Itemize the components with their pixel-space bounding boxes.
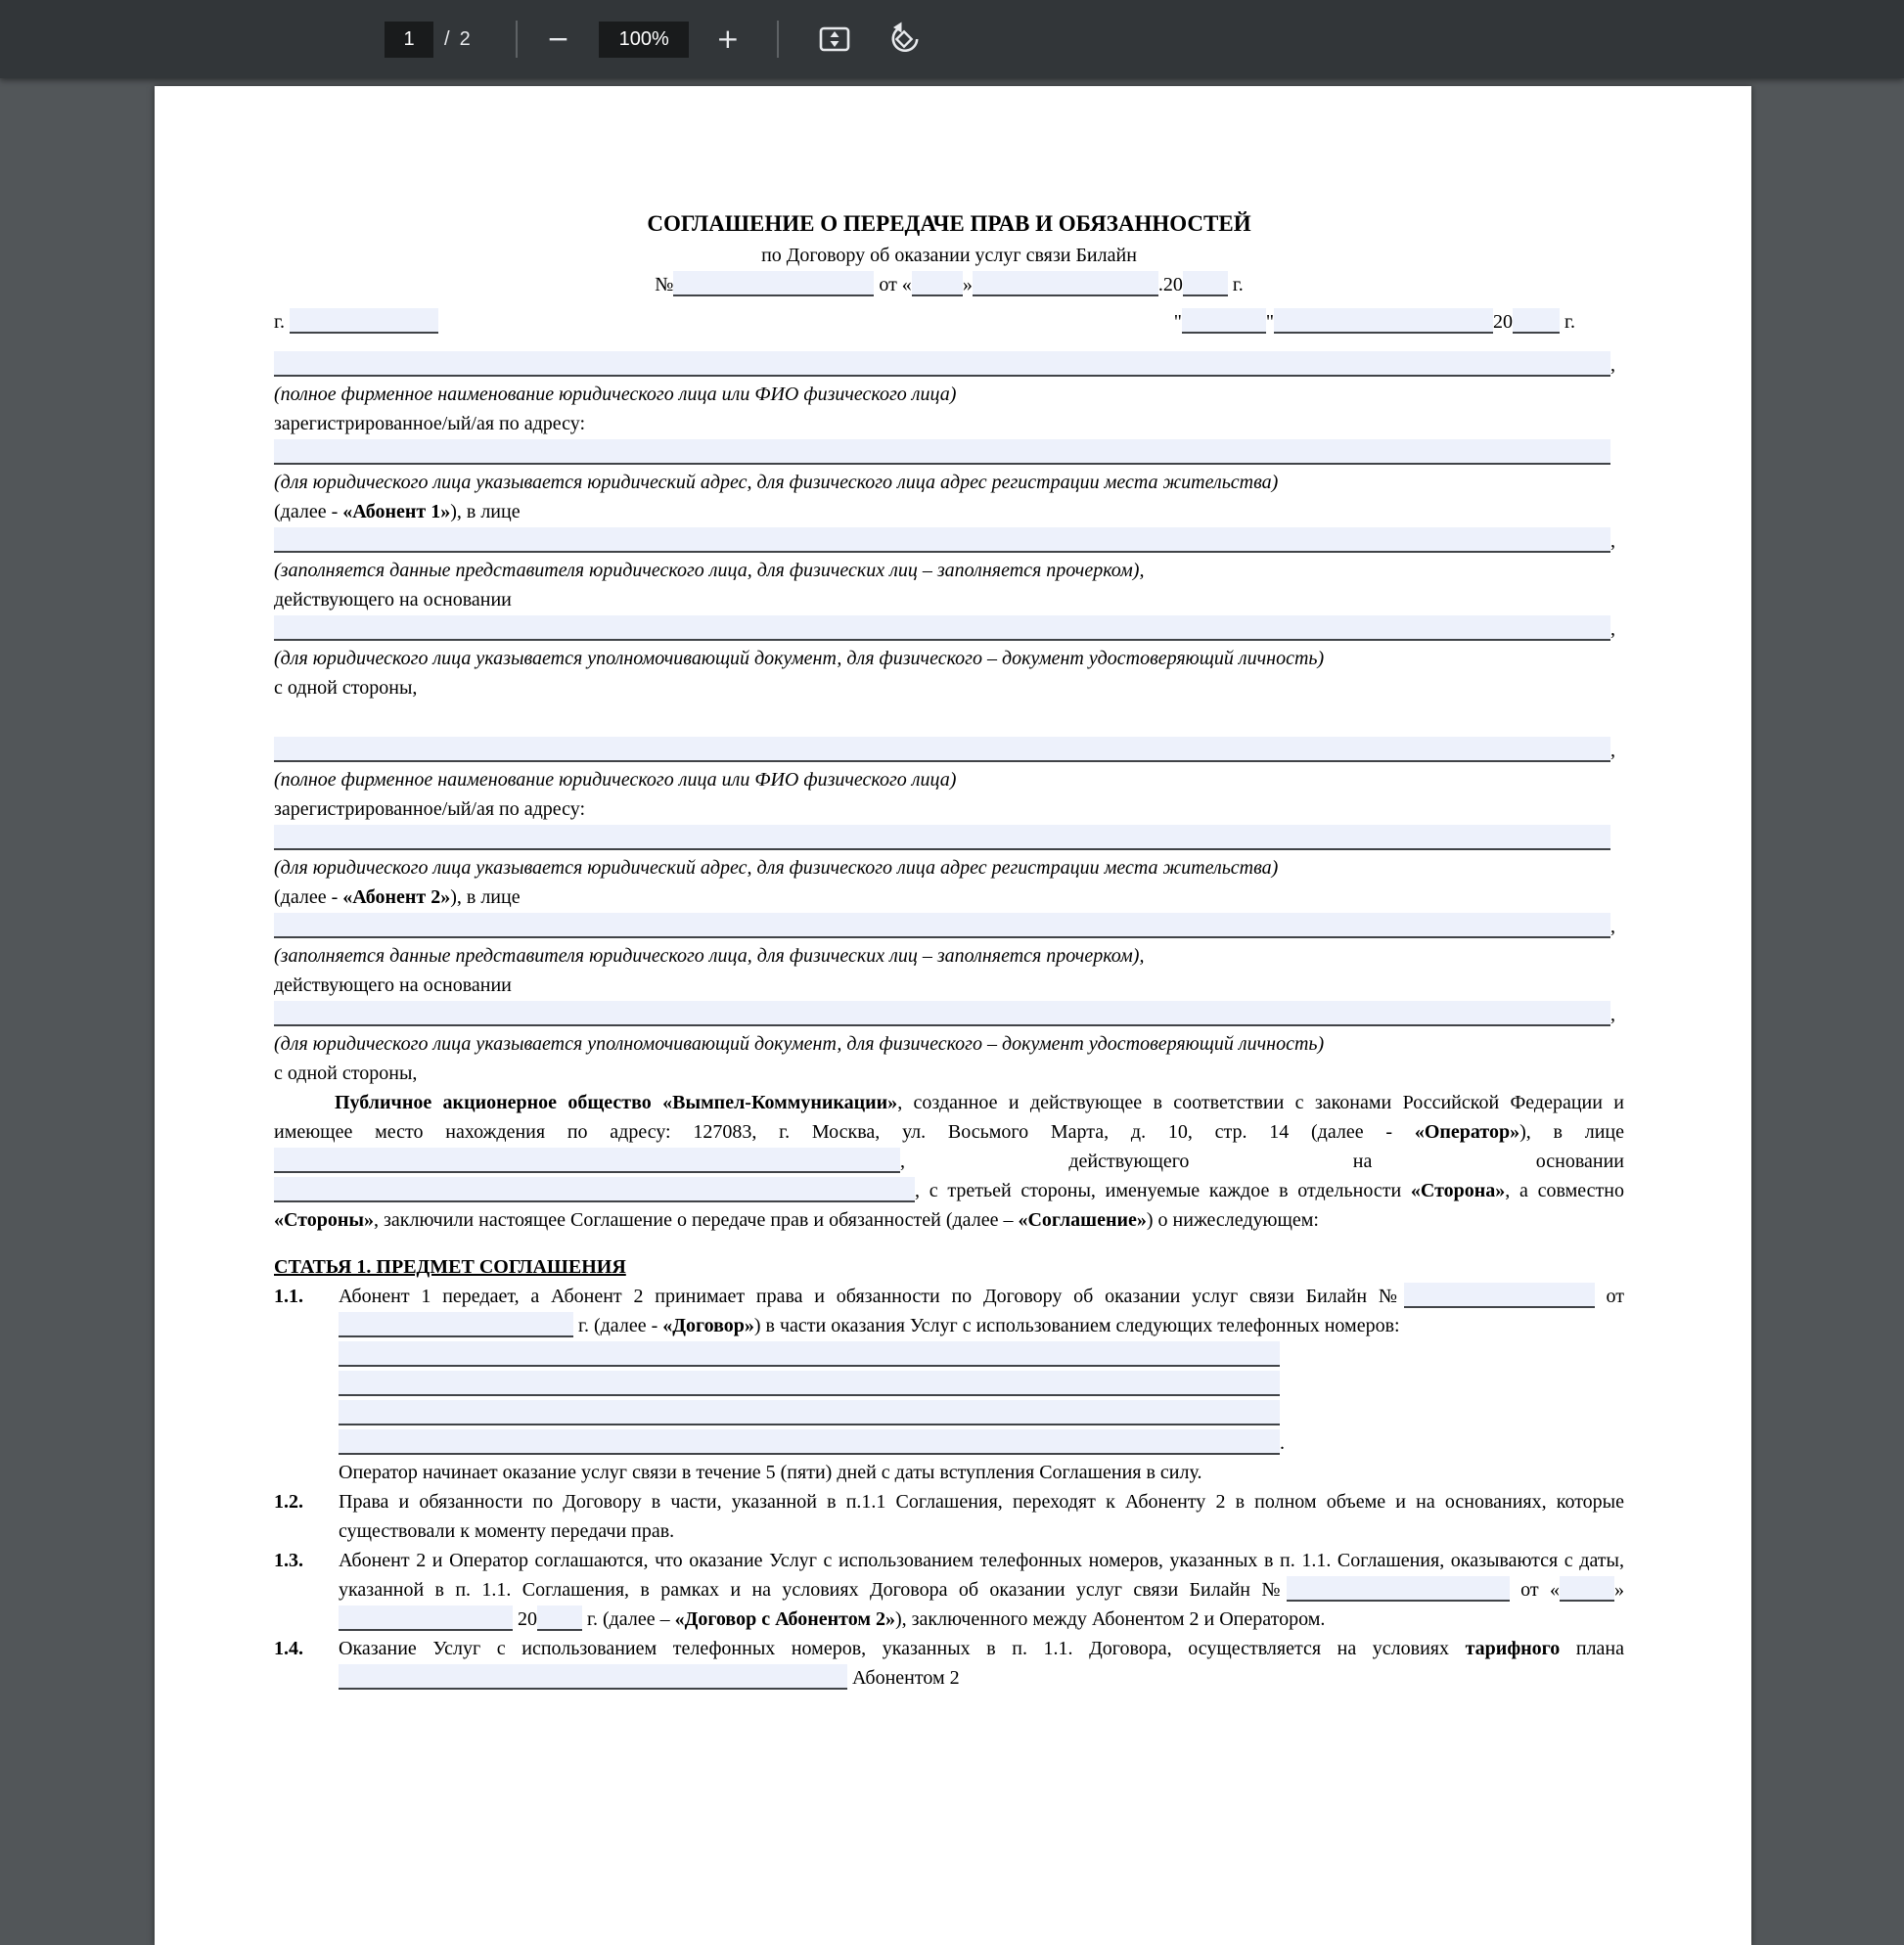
text-run: Публичное акционерное общество «Вымпел-Коммуникации» <box>335 1092 898 1113</box>
text-run: г. <box>274 311 290 333</box>
zoom-in-button[interactable]: + <box>710 22 745 57</box>
text-run: действующего на основании <box>274 589 512 611</box>
form-field[interactable] <box>339 1400 1280 1425</box>
text-run: с одной стороны, <box>274 677 418 699</box>
text-run: , действующего на основании <box>900 1151 1624 1172</box>
doc-line <box>339 1458 1624 1487</box>
text-run: Абонент 2 и Оператор соглашаются, что оказание Услуг с использованием телефонных номеров, указанных в п. 1.1. Соглашения, оказываются с даты, указанной в п. 1.1. Соглашения, в рамках и на условиях Договора об оказании услуг связи Билайн № <box>339 1550 1624 1601</box>
doc-line <box>274 853 1624 882</box>
document-title: СОГЛАШЕНИЕ О ПЕРЕДАЧЕ ПРАВ И ОБЯЗАННОСТЕЙ <box>647 211 1251 236</box>
toolbar-separator <box>777 21 779 58</box>
doc-line <box>274 736 1624 765</box>
form-field[interactable] <box>673 271 874 296</box>
text-run: .20 <box>1157 274 1183 295</box>
document-number-line <box>274 270 1624 299</box>
text-run: . <box>1280 1432 1285 1454</box>
text-run: , <box>1610 916 1615 937</box>
doc-line <box>274 380 1624 409</box>
doc-line <box>339 1634 1624 1693</box>
doc-line <box>274 971 1624 1000</box>
doc-line <box>274 794 1624 824</box>
form-field[interactable] <box>339 1606 513 1631</box>
text-run: (заполняется данные представителя юридического лица, для физических лиц – заполняется прочерком), <box>274 945 1145 967</box>
operator-paragraph <box>274 1088 1624 1235</box>
text-run: Оператор начинает оказание услуг связи в течение 5 (пяти) дней с даты вступления Соглашения в силу. <box>339 1462 1202 1483</box>
text-run: (для юридического лица указывается юридический адрес, для физического лица адрес регистрации места жительства) <box>274 857 1279 879</box>
text-run: г. <box>1227 274 1244 295</box>
form-field[interactable] <box>339 1664 847 1690</box>
article-item <box>274 1634 1624 1693</box>
text-run: Оказание Услуг с использованием телефонных номеров, указанных в п. 1.1. Договора, осуществляется на условиях <box>339 1638 1466 1659</box>
form-field[interactable] <box>339 1371 1280 1396</box>
text-run: » <box>962 274 973 295</box>
text-run: действующего на основании <box>274 974 512 996</box>
text-run: Права и обязанности по Договору в части, указанной в п.1.1 Соглашения, переходят к Абоненту 2 в полном объеме и на основаниях, которые существовали к моменту передачи прав. <box>339 1491 1624 1542</box>
item-number: 1.3. <box>274 1550 303 1571</box>
text-run: № <box>655 274 674 295</box>
form-field[interactable] <box>1513 308 1560 334</box>
doc-line <box>274 882 1624 912</box>
doc-line <box>274 350 1624 380</box>
doc-line <box>274 1059 1624 1088</box>
city-date-row <box>274 307 1624 337</box>
text-run: «Договор» <box>662 1315 754 1336</box>
text-run: «Соглашение» <box>1018 1209 1147 1231</box>
doc-line <box>274 468 1624 497</box>
page-total-label: 2 <box>459 27 471 50</box>
text-run: (далее - <box>274 501 343 522</box>
text-run: (для юридического лица указывается уполномочивающий документ, для физического – документ удостоверяющий личность) <box>274 648 1325 669</box>
item-body <box>339 1634 1624 1693</box>
text-run: , заключили настоящее Соглашение о передаче прав и обязанностей (далее – <box>374 1209 1019 1231</box>
form-field[interactable] <box>1560 1576 1614 1602</box>
text-run: г. <box>1560 311 1575 333</box>
doc-line <box>274 824 1624 853</box>
article-1-heading: СТАТЬЯ 1. ПРЕДМЕТ СОГЛАШЕНИЯ <box>274 1256 626 1278</box>
item-number: 1.2. <box>274 1491 303 1513</box>
doc-line <box>274 941 1624 971</box>
item-body <box>339 1487 1624 1546</box>
text-run: «Сторона» <box>1410 1180 1506 1201</box>
text-run: ) в части оказания Услуг с использованием следующих телефонных номеров: <box>753 1315 1400 1336</box>
text-run: г. (далее - <box>573 1315 663 1336</box>
form-field[interactable] <box>1404 1283 1595 1308</box>
text-run: ), в лице <box>450 886 521 908</box>
text-run: (полное фирменное наименование юридического лица или ФИО физического лица) <box>274 384 957 405</box>
text-run: , <box>1610 530 1615 552</box>
doc-line <box>339 1399 1624 1428</box>
text-run: «Договор с Абонентом 2» <box>674 1608 895 1630</box>
form-field[interactable] <box>1274 308 1493 334</box>
text-run: (заполняется данные представителя юридического лица, для физических лиц – заполняется прочерком), <box>274 560 1145 581</box>
form-field[interactable] <box>1287 1576 1510 1602</box>
text-run: «Абонент 2» <box>342 886 451 908</box>
text-run: , созданное и действующее в соответствии с законами Российской Федерации и имеющее место нахождения по адресу: 127083, г. Москва, ул. Восьмого Марта, д. 10, стр. 14 (далее - <box>274 1092 1624 1143</box>
text-run: ), в лице <box>450 501 521 522</box>
page-divider: / <box>444 27 450 50</box>
fit-to-page-button[interactable] <box>814 19 855 60</box>
doc-line <box>339 1428 1624 1458</box>
rotate-button[interactable] <box>884 19 926 60</box>
form-field[interactable] <box>274 615 1610 641</box>
text-run: зарегистрированное/ый/ая по адресу: <box>274 798 586 820</box>
form-field[interactable] <box>537 1606 582 1631</box>
doc-line <box>274 1029 1624 1059</box>
text-run: (полное фирменное наименование юридического лица или ФИО физического лица) <box>274 769 957 791</box>
form-field[interactable] <box>274 439 1610 465</box>
text-run: от « <box>1509 1579 1560 1601</box>
party-block-1 <box>274 350 1624 702</box>
zoom-level-input[interactable] <box>599 22 689 58</box>
pdf-page <box>155 86 1751 1945</box>
text-run: «Оператор» <box>1414 1121 1520 1143</box>
doc-line <box>274 409 1624 438</box>
form-field[interactable] <box>339 1312 573 1337</box>
doc-line <box>339 1546 1624 1634</box>
doc-line <box>274 765 1624 794</box>
text-run: (для юридического лица указывается юридический адрес, для физического лица адрес регистрации места жительства) <box>274 472 1279 493</box>
document-subtitle: по Договору об оказании услуг связи Билайн <box>761 245 1137 266</box>
city-line <box>274 307 438 337</box>
document-content <box>155 86 1751 1732</box>
text-run: 20 <box>513 1608 537 1630</box>
text-run: от « <box>874 274 912 295</box>
text-run: Абонентом 2 <box>847 1667 960 1689</box>
text-run: , <box>1610 740 1615 761</box>
doc-line <box>274 497 1624 526</box>
text-run: , <box>1610 618 1615 640</box>
text-run: Абонент 1 передает, а Абонент 2 принимает права и обязанности по Договору об оказании услуг связи Билайн № <box>339 1286 1404 1307</box>
text-run: ), в лице <box>1519 1121 1624 1143</box>
article-item <box>274 1487 1624 1546</box>
form-field[interactable] <box>274 825 1610 850</box>
form-field[interactable] <box>274 351 1610 377</box>
page-number-input[interactable] <box>385 22 433 58</box>
doc-line <box>274 912 1624 941</box>
doc-line <box>339 1340 1624 1370</box>
text-run: , <box>1610 1004 1615 1025</box>
form-field[interactable] <box>973 271 1158 296</box>
doc-line <box>339 1370 1624 1399</box>
form-field[interactable] <box>274 1148 900 1173</box>
text-run: плана <box>1560 1638 1625 1659</box>
text-run: (далее - <box>274 886 343 908</box>
form-field[interactable] <box>274 913 1610 938</box>
text-run: (для юридического лица указывается уполномочивающий документ, для физического – документ удостоверяющий личность) <box>274 1033 1325 1055</box>
doc-line <box>274 556 1624 585</box>
rotate-counterclockwise-icon <box>886 21 924 58</box>
text-run: » <box>1614 1579 1624 1601</box>
form-field[interactable] <box>912 271 963 296</box>
article-item <box>274 1282 1624 1487</box>
text-run: , а совместно <box>1505 1180 1624 1201</box>
doc-line <box>274 438 1624 468</box>
text-run: г. (далее – <box>582 1608 675 1630</box>
doc-line <box>274 1000 1624 1029</box>
form-field[interactable] <box>339 1429 1280 1455</box>
zoom-out-button[interactable]: − <box>541 22 575 57</box>
text-run: ), заключенного между Абонентом 2 и Оператором. <box>894 1608 1326 1630</box>
form-field[interactable] <box>1183 271 1228 296</box>
form-field[interactable] <box>274 1177 915 1202</box>
article-item <box>274 1546 1624 1634</box>
doc-line <box>274 673 1624 702</box>
date-line <box>1174 307 1575 337</box>
item-body <box>339 1546 1624 1634</box>
doc-line <box>274 614 1624 644</box>
text-run: зарегистрированное/ый/ая по адресу: <box>274 413 586 434</box>
text-run: " <box>1265 311 1275 333</box>
doc-line <box>274 585 1624 614</box>
toolbar-controls <box>385 19 926 60</box>
item-number: 1.1. <box>274 1286 303 1307</box>
fit-to-page-icon <box>816 21 853 58</box>
doc-line <box>339 1487 1624 1546</box>
form-field[interactable] <box>274 1001 1610 1026</box>
form-field[interactable] <box>274 527 1610 553</box>
text-run: ) о нижеследующем: <box>1146 1209 1319 1231</box>
text-run: с одной стороны, <box>274 1063 418 1084</box>
text-run: 20 <box>1493 311 1514 333</box>
item-body <box>339 1282 1624 1487</box>
form-field[interactable] <box>1182 308 1266 334</box>
text-run: , с третьей стороны, именуемые каждое в отдельности <box>915 1180 1411 1201</box>
text-run: от <box>1594 1286 1625 1307</box>
doc-line <box>339 1282 1624 1340</box>
doc-line <box>274 526 1624 556</box>
pdf-toolbar <box>0 0 1904 78</box>
doc-line <box>274 644 1624 673</box>
text-run: «Стороны» <box>274 1209 375 1231</box>
form-field[interactable] <box>290 308 438 334</box>
text-run: , <box>1610 354 1615 376</box>
text-run: тарифного <box>1465 1638 1561 1659</box>
party-block-2 <box>274 736 1624 1088</box>
text-run: " <box>1173 311 1182 333</box>
item-number: 1.4. <box>274 1638 303 1659</box>
toolbar-separator <box>516 21 518 58</box>
form-field[interactable] <box>274 737 1610 762</box>
article-1-items <box>274 1282 1624 1693</box>
text-run: «Абонент 1» <box>342 501 451 522</box>
form-field[interactable] <box>339 1341 1280 1367</box>
